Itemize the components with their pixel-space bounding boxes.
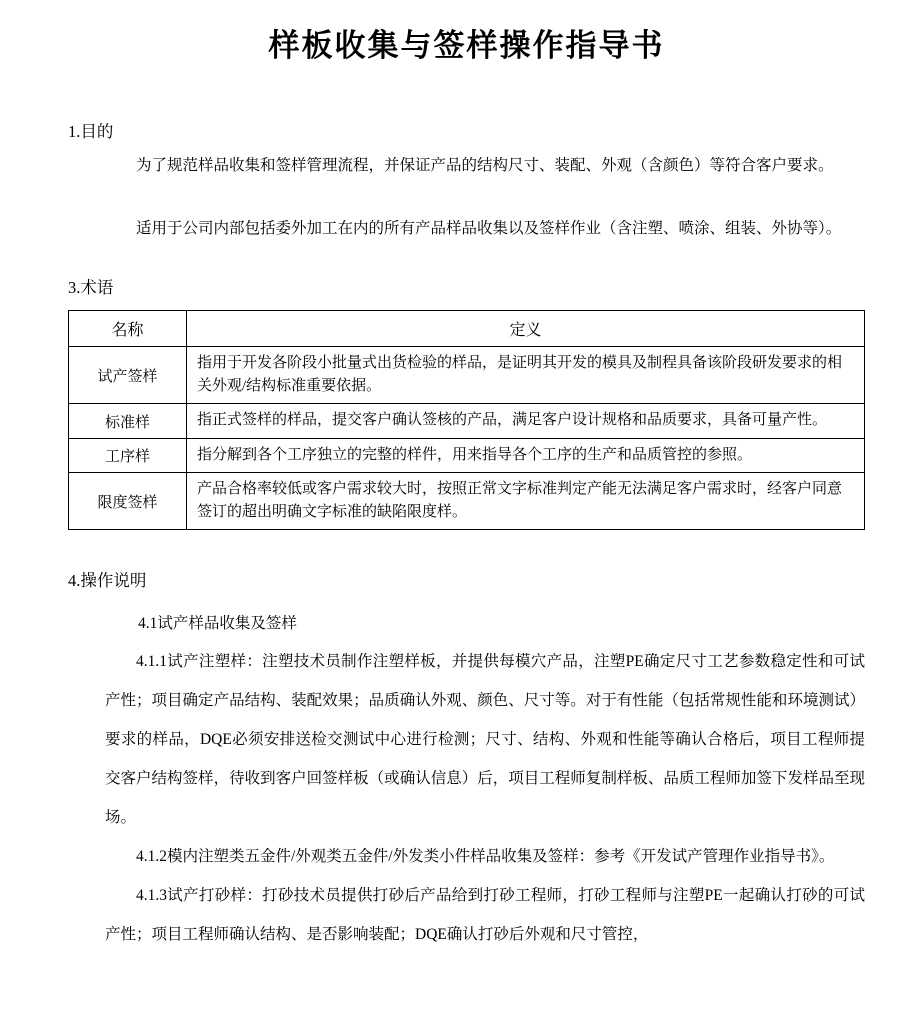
table-row (69, 404, 865, 438)
paragraph-4-1-3: 4.1.3试产打砂样：打砂技术员提供打砂后产品给到打砂工程师，打砂工程师与注塑PE一起确认打砂的可试产性；项目工程师确认结构、是否影响装配；DQE确认打砂后外观和尺寸管控， (105, 886, 865, 943)
paragraph-4-1-1: 4.1.1试产注塑样：注塑技术员制作注塑样板，并提供每模穴产品，注塑PE确定尺寸工艺参数稳定性和可试产性；项目确定产品结构、装配效果；品质确认外观、颜色、尺寸等。对于有性能（包括常规性能和环境测试）要求的样品，DQE必须安排送检交测试中心进行检测；尺寸、结构、外观和性能等确认合格后，项目工程师提交客户结构签样，待收到客户回签样板（或确认信息）后，项目工程师复制样板、品质工程师加签下发样品至现场。 (105, 652, 865, 826)
term-name: 限度签样 (69, 472, 187, 530)
term-definition: 产品合格率较低或客户需求较大时，按照正常文字标准判定产能无法满足客户需求时，经客户同意签订的超出明确文字标准的缺陷限度样。 (187, 472, 865, 530)
table-row (69, 472, 865, 530)
subsection-title-4-1: 4.1试产样品收集及签样 (138, 614, 297, 632)
table-row (69, 346, 865, 404)
section-heading-terms: 3.术语 (68, 277, 114, 297)
table-row (69, 438, 865, 472)
table-header-definition: 定义 (187, 310, 865, 346)
terms-table (68, 310, 865, 531)
purpose-paragraph-2: 适用于公司内部包括委外加工在内的所有产品样品收集以及签样作业（含注塑、喷涂、组装、外协等）。 (136, 220, 842, 238)
term-name: 标准样 (69, 404, 187, 438)
table-header-name: 名称 (69, 310, 187, 346)
term-name: 试产签样 (69, 346, 187, 404)
section-heading-purpose: 1.目的 (68, 122, 114, 141)
term-definition: 指用于开发各阶段小批量式出货检验的样品，是证明其开发的模具及制程具备该阶段研发要求的相关外观/结构标准重要依据。 (187, 346, 865, 404)
document-title: 样板收集与签样操作指导书 (268, 28, 665, 63)
term-name: 工序样 (69, 438, 187, 472)
term-definition: 指正式签样的样品，提交客户确认签核的产品，满足客户设计规格和品质要求，具备可量产性。 (187, 404, 865, 438)
table-header-row (69, 310, 865, 346)
term-definition: 指分解到各个工序独立的完整的样件，用来指导各个工序的生产和品质管控的参照。 (187, 438, 865, 472)
section-heading-operations: 4.操作说明 (68, 571, 147, 591)
purpose-paragraph-1: 为了规范样品收集和签样管理流程，并保证产品的结构尺寸、装配、外观（含颜色）等符合客户要求。 (136, 157, 834, 175)
paragraph-4-1-2: 4.1.2模内注塑类五金件/外观类五金件/外发类小件样品收集及签样：参考《开发试产管理作业指导书》。 (136, 847, 835, 865)
